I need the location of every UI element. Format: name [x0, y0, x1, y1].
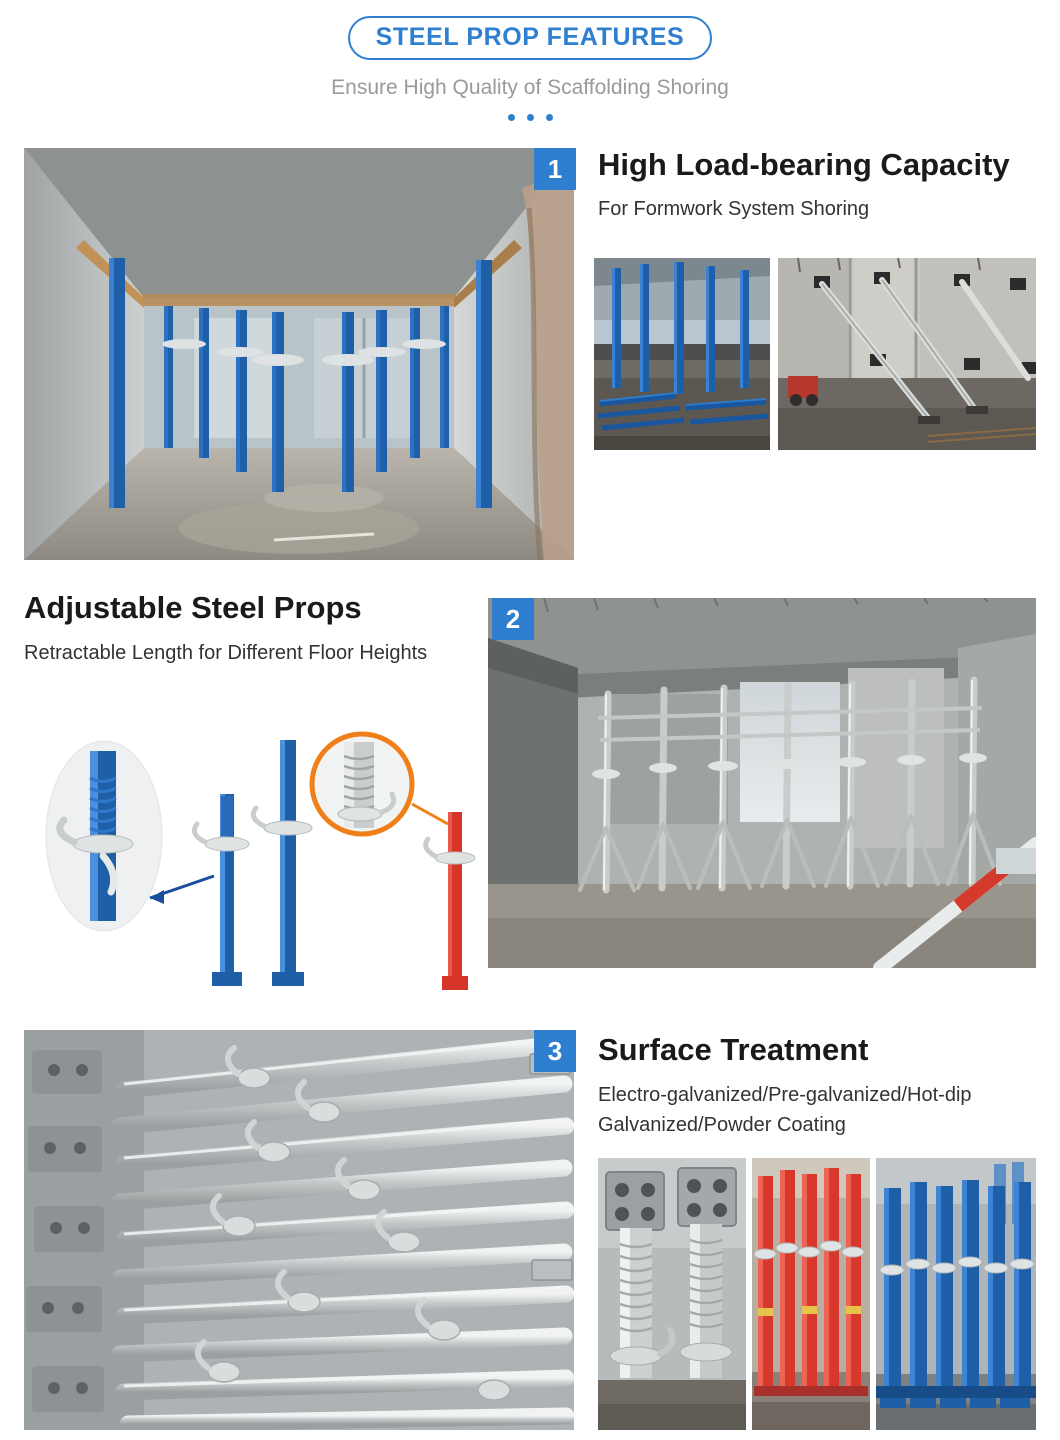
page-title: STEEL PROP FEATURES [348, 16, 713, 60]
feature-2-heading: Adjustable Steel Props [24, 590, 362, 625]
feature-3-thumb-3 [876, 1158, 1036, 1430]
feature-3-main-image [24, 1030, 574, 1430]
feature-1-badge: 1 [534, 148, 576, 190]
dot-icon [508, 114, 515, 121]
feature-1-thumb-2 [778, 258, 1036, 450]
feature-3-heading: Surface Treatment [598, 1032, 869, 1067]
feature-1-thumb-1 [594, 258, 770, 450]
feature-3-subtext: Electro-galvanized/Pre-galvanized/Hot-dip Galvanized/Powder Coating [598, 1084, 972, 1136]
feature-2-diagram [24, 676, 484, 1006]
feature-1-heading: High Load-bearing Capacity [598, 147, 1010, 182]
feature-2-badge: 2 [492, 598, 534, 640]
feature-section-2 [0, 580, 1060, 1012]
feature-section-3 [0, 1030, 1060, 1430]
feature-2-subtext: Retractable Length for Different Floor Heights [24, 642, 428, 664]
feature-section-1 [0, 148, 1060, 560]
feature-3-thumb-1 [598, 1158, 746, 1430]
page-header [0, 0, 1060, 121]
dot-icon [546, 114, 553, 121]
feature-3-badge: 3 [534, 1030, 576, 1072]
feature-2-main-image [488, 598, 1036, 968]
page-subtitle: Ensure High Quality of Scaffolding Shoring [331, 76, 729, 99]
feature-1-subtext: For Formwork System Shoring [598, 198, 870, 220]
dot-icon [527, 114, 534, 121]
dot-separator [0, 114, 1060, 121]
feature-1-main-image [24, 148, 574, 560]
feature-3-thumb-2 [752, 1158, 870, 1430]
